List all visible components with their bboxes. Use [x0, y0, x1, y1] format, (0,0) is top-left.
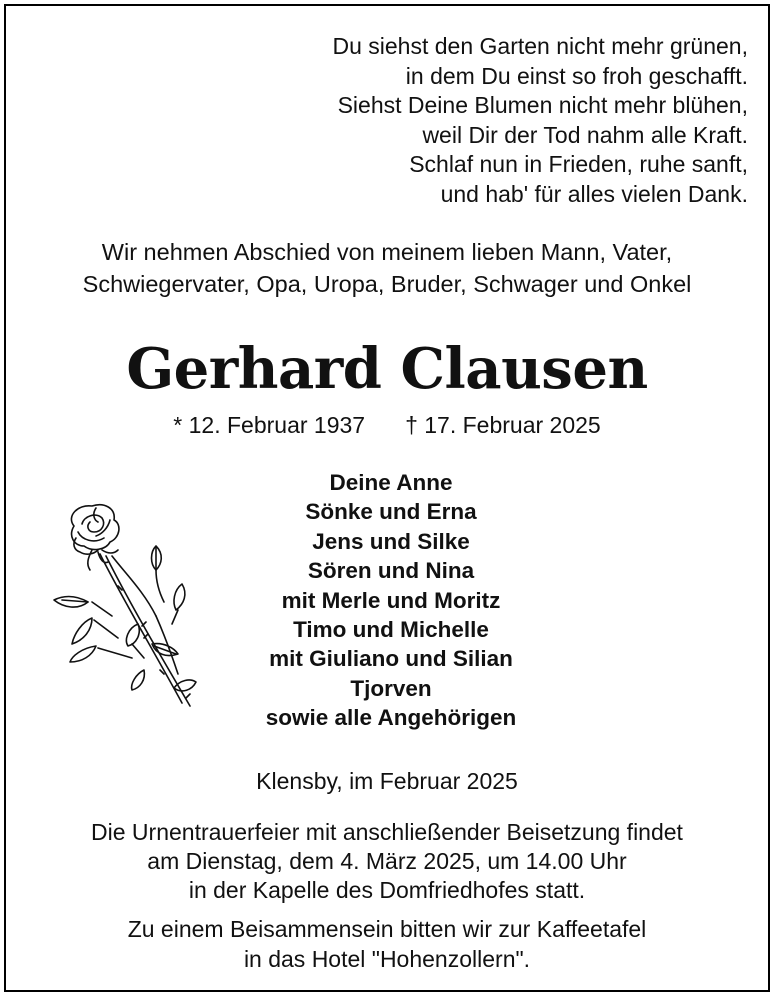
- poem-line: Du siehst den Garten nicht mehr grünen,: [332, 33, 748, 59]
- mourners-list: [146, 468, 636, 733]
- gathering-line: in das Hotel "Hohenzollern".: [243, 946, 531, 972]
- intro-line: Schwiegervater, Opa, Uropa, Bruder, Schwager und Onkel: [82, 271, 692, 297]
- deceased-name: Gerhard Clausen: [126, 336, 648, 402]
- mourner-entry: Jens und Silke: [312, 528, 470, 554]
- life-dates: [6, 410, 768, 440]
- poem-line: und hab' für alles vielen Dank.: [440, 180, 748, 207]
- mourner-entry: mit Giuliano und Silian: [269, 646, 513, 672]
- farewell-intro: [6, 236, 768, 300]
- ceremony-info: [6, 818, 768, 905]
- poem-line: weil Dir der Tod nahm alle Kraft.: [422, 121, 748, 148]
- poem-line: in dem Du einst so froh geschafft.: [405, 62, 748, 89]
- gathering-info: [6, 914, 768, 974]
- gathering-line: Zu einem Beisammensein bitten wir zur Kaffeetafel: [127, 916, 647, 942]
- mourner-entry: Sören und Nina: [307, 558, 475, 584]
- ceremony-line: am Dienstag, dem 4. März 2025, um 14.00 Uhr: [147, 848, 627, 874]
- poem-line: Siehst Deine Blumen nicht mehr blühen,: [337, 92, 748, 119]
- mourner-entry: Tjorven: [350, 675, 432, 701]
- mourner-entry: Sönke und Erna: [305, 499, 477, 525]
- mourner-entry: sowie alle Angehörigen: [265, 705, 517, 731]
- place-and-date: Klensby, im Februar 2025: [256, 768, 518, 794]
- birth-date: * 12. Februar 1937: [173, 412, 366, 438]
- mourner-entry: Timo und Michelle: [293, 617, 489, 643]
- intro-line: Wir nehmen Abschied von meinem lieben Mann, Vater,: [101, 239, 673, 265]
- mourner-entry: Deine Anne: [329, 470, 453, 495]
- poem: [148, 32, 748, 210]
- obituary-notice: [4, 4, 770, 992]
- mourner-entry: mit Merle und Moritz: [281, 587, 501, 613]
- poem-line: Schlaf nun in Frieden, ruhe sanft,: [409, 151, 748, 178]
- ceremony-line: in der Kapelle des Domfriedhofes statt.: [188, 877, 586, 903]
- death-date: † 17. Februar 2025: [405, 412, 601, 438]
- ceremony-line: Die Urnentrauerfeier mit anschließender Beisetzung findet: [91, 819, 683, 845]
